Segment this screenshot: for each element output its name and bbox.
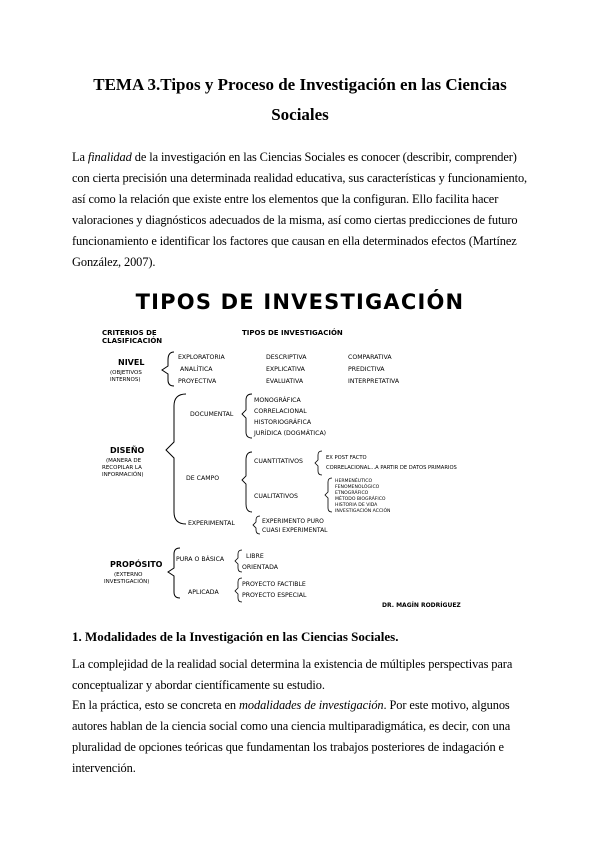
nivel-r1-c3: COMPARATIVA [348,354,392,361]
pura-item-2: ORIENTADA [242,564,278,571]
cualitativos-label: CUALITATIVOS [254,493,298,500]
aplicada-label: APLICADA [188,589,219,596]
intro-post: de la investigación en las Ciencias Sociales es conocer (describir, comprender) con cierta precisión una determinada realidad educativa, sus características y funcionamiento, así como la relación que existe entre los elementos que la configuran. Ello facilita hacer valoraciones y diagnósticos adecuados de la misma, así como ciertas predicciones de futuro funcionamiento e identificar los factores que causan en ella determinados efectos (Martínez González, 2007). [72,150,528,269]
diseno-label: DISEÑO [110,446,145,455]
cuali-item-6: INVESTIGACIÓN ACCIÓN [335,509,391,514]
cuali-item-2: FENOMENOLÓGICO [335,485,380,490]
pura-label: PURA O BÁSICA [176,556,225,563]
intro-pre: La [72,150,88,164]
diseno-sub-1: (MANERA DE [106,458,142,464]
experimental-label: EXPERIMENTAL [188,520,235,527]
documental-label: DOCUMENTAL [190,411,234,418]
paragraph-complexity: La complejidad de la realidad social determina la existencia de múltiples perspectivas para conceptualizar y abordar científicamente su estudio. [72,657,513,692]
doc-item-1: MONOGRÁFICA [254,397,301,404]
cuali-item-5: HISTORIA DE VIDA [335,503,378,508]
de-campo-label: DE CAMPO [186,475,220,482]
para3-emphasis: modalidades de investigación [239,698,384,712]
diseno-sub-2: RECOPILAR LA [102,465,142,471]
cuanti-item-2: CORRELACIONAL...A PARTIR DE DATOS PRIMARIOS [326,465,457,471]
title-line-1: TEMA 3.Tipos y Proceso de Investigación en las Ciencias [93,75,507,94]
doc-item-4: JURÍDICA (DOGMÁTICA) [254,430,327,437]
nivel-r3-c2: EVALUATIVA [266,378,304,385]
exp-item-1: EXPERIMENTO PURO [262,518,324,525]
cuantitativos-label: CUANTITATIVOS [254,458,303,465]
nivel-r2-c3: PREDICTIVA [348,366,385,373]
paragraph-modalities [72,695,532,779]
nivel-r2-c1: ANALÍTICA [180,366,213,373]
nivel-r1-c2: DESCRIPTIVA [266,354,307,361]
intro-emphasis: finalidad [87,150,132,164]
cuali-item-3: ETNOGRÁFICO [335,491,369,496]
nivel-r3-c3: INTERPRETATIVA [348,378,400,385]
doc-item-2: CORRELACIONAL [254,408,307,415]
nivel-r2-c2: EXPLICATIVA [266,366,305,373]
proposito-sub-2: INVESTIGACIÓN) [104,579,150,585]
section-heading: 1. Modalidades de la Investigación en las Ciencias Sociales. [72,629,399,644]
exp-item-2: CUASI EXPERIMENTAL [262,527,328,534]
cuanti-item-1: EX POST FACTO [326,455,367,461]
nivel-label: NIVEL [118,358,145,367]
diseno-sub-3: INFORMACIÓN) [102,472,144,478]
doc-item-3: HISTORIOGRÁFICA [254,419,312,426]
criterios-label-1: CRITERIOS DE [102,329,157,337]
proposito-sub-1: (EXTERNO [114,572,143,578]
cuali-item-4: MÉTODO BIOGRÁFICO [335,497,386,502]
title-line-2: Sociales [271,105,329,124]
nivel-r1-c1: EXPLORATORIA [178,354,225,361]
tipos-label: TIPOS DE INVESTIGACIÓN [242,329,343,337]
para3-post: . Por este motivo, algunos autores hablan de la ciencia social como una ciencia multiparadigmática, es decir, con una pluralidad de opciones teóricas que fundamentan los trabajos posteriores de indagación e intervención. [72,698,511,775]
aplicada-item-2: PROYECTO ESPECIAL [242,592,307,599]
para3-pre: En la práctica, esto se concreta en [72,698,240,712]
aplicada-item-1: PROYECTO FACTIBLE [242,581,306,588]
page-title [40,70,560,130]
nivel-sub-1: (OBJETIVOS [110,370,142,376]
proposito-label: PROPÓSITO [110,560,163,569]
nivel-sub-2: INTERNOS) [110,377,141,383]
cuali-item-1: HERMENÉUTICO [335,479,373,484]
diagram-heading: TIPOS DE INVESTIGACIÓN [135,290,465,314]
types-diagram [90,282,510,612]
intro-paragraph [72,147,532,273]
pura-item-1: LIBRE [246,553,264,560]
criterios-label-2: CLASIFICACIÓN [102,337,163,345]
diagram-author: DR. MAGÍN RODRÍGUEZ [382,602,461,609]
nivel-r3-c1: PROYECTIVA [178,378,217,385]
